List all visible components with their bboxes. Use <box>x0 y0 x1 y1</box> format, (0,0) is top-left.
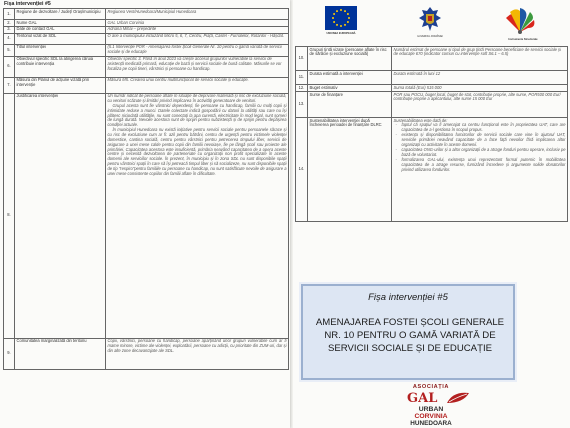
row-value: Adriana Mihai – președinte <box>106 26 289 33</box>
box-subtitle: Fișa intervenției #5 <box>368 292 448 303</box>
row-number: 1. <box>4 9 15 20</box>
eu-caption: UNIUNEA EUROPEANĂ <box>326 32 356 35</box>
row-number: 6. <box>4 56 15 77</box>
box-title <box>307 316 513 355</box>
table-row <box>4 77 289 93</box>
row-value: Numărul estimat de persoane și tipul de grup țintă Persoane beneficiare de servicii sociale și de educație 670 (indicator comun cu intervenție soft S6.1 – 6.5) <box>392 47 568 71</box>
row-value: O arie a municipiului incluzând Micro 5, 6, 7, Centru, Piață, Castel - Furnalelor, Rotarilor - Hășdat. <box>106 33 289 44</box>
sustainability-cell <box>392 118 568 222</box>
gal-hunedoara: HUNEDOARA <box>410 420 452 427</box>
table-row <box>4 93 289 338</box>
document-page-right <box>293 0 570 428</box>
pndr-caption: Instrumente Structurale <box>508 38 538 41</box>
page-title: Fișa intervenției #5 <box>4 1 51 7</box>
row-label: Date de contact GAL <box>15 26 106 33</box>
row-label: Teritoriul vizat de SDL <box>15 33 106 44</box>
row-value: Suma totală (Eur) 515 000 <box>392 85 568 92</box>
gal-asociatia: ASOCIAȚIA <box>412 384 450 390</box>
row-value: Măsura M5. Crearea unui centru multifuncțional de servicii sociale și educație. <box>106 77 289 93</box>
row-number: 7. <box>4 77 15 93</box>
gal-corvinia: CORVINIA <box>414 413 448 420</box>
row-label: Buget estimativ <box>308 85 392 92</box>
gal-urban: URBAN <box>418 406 444 413</box>
gov-caption: GUVERNUL ROMÂNIEI <box>417 35 443 38</box>
eu-flag-icon <box>325 6 357 30</box>
table-row <box>296 85 568 92</box>
row-label: Surse de finanțare <box>308 92 392 118</box>
table-row <box>4 20 289 27</box>
box-title-line: SERVICII SOCIALE ȘI DE EDUCAȚIE <box>327 343 493 354</box>
table-row <box>4 338 289 369</box>
gal-logo <box>361 382 501 428</box>
list-item: - existența și disponibilitatea furnizorilor de servicii sociale care vine în ajutorul UAT, servicile primăriei neavând capacitate de a face față nevoilor fără implicarea altor organizații cu activitate în aceste domenii. <box>394 133 566 148</box>
row-number: 11. <box>296 71 308 85</box>
intervention-table <box>3 8 289 370</box>
romanian-government-emblem-icon <box>416 5 444 33</box>
table-row <box>296 47 568 71</box>
justification-paragraph: Grupul acesta sunt fie vârstnici dependenți, fie persoane cu handicap, familii cu mulți copii și intimidate reduse a munci. Datele colectate indică gospodării cu datorii la utilități sau care nu își plătesc niciodată utilitățile, nu sunt conectați la apa curentă, electricitate în mod legal, sunt șomeri de lungă durată. Nevoile acestora sunt de sprijin pentru subzistență și de sprijin pentru depășirea condiției actuale. <box>107 102 287 128</box>
gal-leaf-icon <box>445 391 471 405</box>
row-value: Durata estimată în luni 12 <box>392 71 568 85</box>
table-row <box>296 118 568 222</box>
row-value: (5.1 Intervenție POR - Amenajarea fostei Școli Generale Nr. 10 pentru o gamă variată de servicii sociale și de educație <box>106 44 289 56</box>
row-label: Nume GAL <box>15 20 106 27</box>
table-row <box>296 92 568 118</box>
table-row <box>4 56 289 77</box>
row-label: Comunitatea marginalizată din teritoriu <box>15 338 106 369</box>
list-item: - formalizarea GAL-ului, existența unui reprezentant formal puternic în mobilitatea capacitatea de a atrage resurse, furnizând încredere și argumente solide donatorilor privind utilizarea fondurilor. <box>394 158 566 173</box>
row-label: Justificarea intervenției <box>15 93 106 338</box>
box-title-line: AMENAJAREA FOSTEI ȘCOLI GENERALE <box>315 317 505 328</box>
row-label: Sustenabilitatea intervenției după încheierea perioadei de finanțare DLRC <box>308 118 392 222</box>
table-row <box>296 71 568 85</box>
sustainability-intro: Sustenabilitatea este dată de: <box>393 117 448 123</box>
row-label: Durata estimată a intervenției <box>308 71 392 85</box>
row-label: Titlul intervenției <box>15 44 106 56</box>
list-item: - capacitatea ONG-urilor și a altor organizații de a atrage fonduri pentru operare, inclusiv pe bază de voluntariat. <box>394 148 566 158</box>
row-number: 12. <box>296 85 308 92</box>
row-number: 8. <box>4 93 15 338</box>
intervention-title-box <box>301 284 515 380</box>
justification-paragraph: Un număr ridicat de persoane aflate în situație de deprivare materială și risc de excluziune socială, cu venituri scăzute și limitări privind implicarea în activități generatoare de venituri. <box>107 93 287 103</box>
row-value: Obiectiv specific 3. Până în anul 2023 va crește accesul grupurilor vulnerabile la servicii de asistență medicală primară, educație de bază și servicii sociale de bună calitate. Măsurile se vor focaliza pe copii tineri, vârstnici și persoane cu handicap. <box>106 56 289 77</box>
intervention-table-continued <box>295 46 568 222</box>
table-row <box>4 9 289 20</box>
row-number: 13. <box>296 92 308 118</box>
logo-bar <box>293 0 570 44</box>
table-row <box>4 44 289 56</box>
row-value: Regiunea Vest/Hunedoara/Municipiul Hunedoara <box>106 9 289 20</box>
row-value: POR sau POCU, buget local, buget de stat, contribuție proprie, alte surse, POR500 000 Eur/ contribuție proprie a aplicantului, alte surse 15 000 Eur <box>392 92 568 118</box>
row-number: 5. <box>4 44 15 56</box>
row-value: Copii, vârstnici, persoane cu handicap, persoane aparținând unor grupuri vulnerabile cum ar fi mame minore, victime ale violenței, exploatării, persoane cu adicții, cu prioritate din ZUM-uri, dar și din alte zone decavantajate ale SDL. <box>106 338 289 369</box>
row-number: 14. <box>296 118 308 222</box>
row-label: Regiune de dezvoltare / Județ/ Oraș/municipiu <box>15 9 106 20</box>
row-number: 4. <box>4 33 15 44</box>
row-number: 10. <box>296 47 308 71</box>
justification-paragraph: În municipiul Hunedoara nu există inițiative pentru servicii sociale pentru persoanele sărace și cu risc de excluziune cum ar fi: azil pentru bătrâni, centru de urgență pentru victimele violenței domestice, cantina socială, centru pentru vârstnici pentru petrecerea timpului liber, servicii de asigurare a unei mese calde pentru copii din familii nevoiașe, fie pe lângă școli sau proiecte ale primăriei. Capacitatea acestora este insuficientă, primăria neavând capacitatea de a opera aceste centre și necesită dezvoltarea de parteneriate cu organizații non profit specializate în aceste domenii ale serviciilor sociale. În prezent, în municipiu și în zona SDL nu sunt disponibile spații pentru vârstnici spații în care să își petreacă timpul liber și să socializeze, nu sunt disponibile spații de tip "respiro"pentru familiile cu persoane cu handicap, nu sunt satisfăcute nevoile de asigurare a unei mese consistente copiilor din familii aflate în dificultate. <box>107 127 287 176</box>
row-value: GAL Urban Corvinia <box>106 20 289 27</box>
table-row <box>4 26 289 33</box>
list-item: - faptul că spațiul va fi amenajat ca centru funcțional este în proprietatea UAT, care are capacitatea de a-l gestiona în scopul propus. <box>394 123 566 133</box>
row-number: 9. <box>4 338 15 369</box>
row-label: Obiectivul specific SDL la atingerea căruia contribuie intervenția <box>15 56 106 77</box>
row-number: 2. <box>4 20 15 27</box>
row-number: 3. <box>4 26 15 33</box>
box-title-line: NR. 10 PENTRU O GAMĂ VARIATĂ DE <box>324 330 496 341</box>
structural-instruments-logo-icon <box>500 4 540 38</box>
table-row <box>4 33 289 44</box>
row-label: Grupuri țintă vizate (persoane aflate în risc de sărăcie și excluziune socială) <box>308 47 392 71</box>
sustainability-list <box>394 123 566 172</box>
gal-name: GAL <box>407 391 438 406</box>
justification-text <box>106 93 289 338</box>
row-label: Măsura din Planul de acțiune vizată prin intervenție <box>15 77 106 93</box>
